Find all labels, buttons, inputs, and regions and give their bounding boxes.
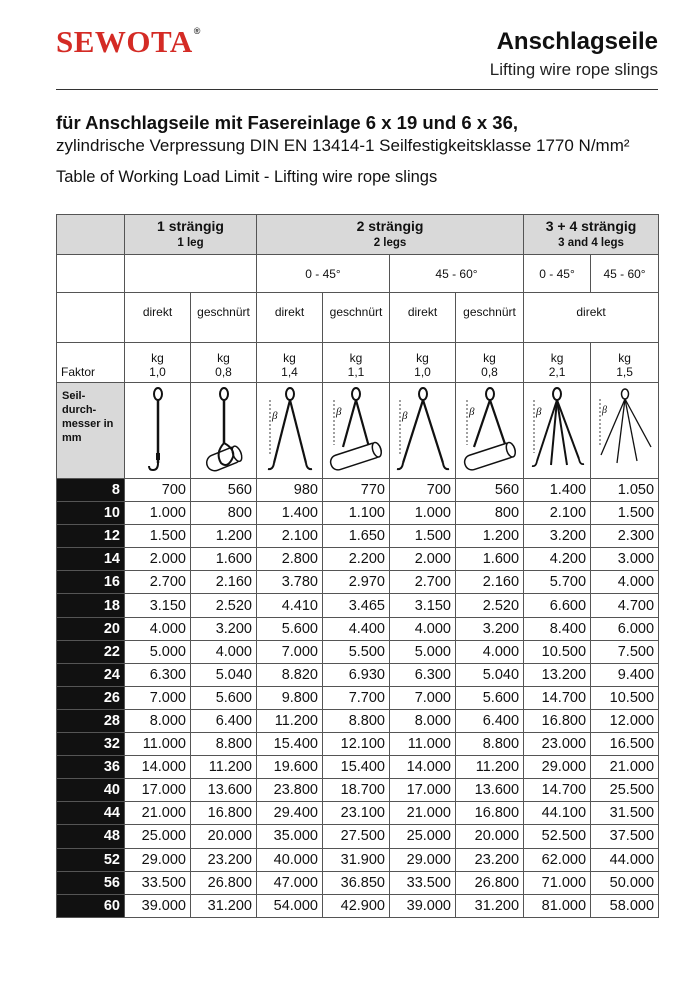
load-limit-cell: 2.970 — [323, 571, 390, 594]
load-limit-cell: 31.900 — [323, 848, 390, 871]
load-limit-cell: 54.000 — [257, 894, 323, 917]
rope-diameter-cell: 8 — [57, 479, 125, 502]
load-limit-cell: 42.900 — [323, 894, 390, 917]
load-limit-cell: 31.200 — [191, 894, 257, 917]
load-limit-cell: 7.000 — [390, 686, 456, 709]
load-limit-cell: 11.200 — [456, 756, 524, 779]
load-limit-cell: 17.000 — [390, 779, 456, 802]
beta-angle-label: β — [401, 409, 407, 422]
group-2-legs-en: 2 legs — [373, 236, 407, 249]
load-limit-cell: 2.520 — [191, 594, 257, 617]
load-limit-cell: 2.700 — [390, 571, 456, 594]
registered-mark: ® — [193, 26, 201, 36]
factor-cell — [323, 343, 390, 383]
angle-2legs-high: 45 - 60° — [390, 255, 524, 293]
rope-diameter-cell: 36 — [57, 756, 125, 779]
load-limit-cell: 11.200 — [191, 756, 257, 779]
factor-cell — [456, 343, 524, 383]
load-limit-cell: 700 — [125, 479, 191, 502]
mode-geschnuert: geschnürt — [323, 293, 390, 343]
load-limit-cell: 5.600 — [456, 686, 524, 709]
load-limit-cell: 2.100 — [257, 525, 323, 548]
load-limit-cell: 21.000 — [125, 802, 191, 825]
load-limit-cell: 4.410 — [257, 594, 323, 617]
sewota-logo — [56, 24, 201, 60]
mode-direkt: direkt — [257, 293, 323, 343]
factor-value: 1,1 — [347, 365, 365, 379]
load-limit-cell: 26.800 — [456, 871, 524, 894]
load-limit-cell: 6.300 — [390, 663, 456, 686]
beta-angle-label: β — [601, 404, 607, 416]
unit-label: kg — [416, 351, 429, 365]
load-limit-cell: 20.000 — [456, 825, 524, 848]
table-row — [57, 848, 659, 871]
load-limit-cell: 4.700 — [591, 594, 659, 617]
angle-34legs-low: 0 - 45° — [524, 255, 591, 293]
load-limit-cell: 21.000 — [591, 756, 659, 779]
load-limit-cell: 3.200 — [524, 525, 591, 548]
mode-empty-cell — [57, 293, 125, 343]
load-limit-cell: 1.400 — [257, 502, 323, 525]
table-row — [57, 617, 659, 640]
factor-value: 1,4 — [281, 365, 298, 379]
load-limit-cell: 8.820 — [257, 663, 323, 686]
load-limit-cell: 9.800 — [257, 686, 323, 709]
load-limit-cell: 13.600 — [191, 779, 257, 802]
group-2-legs — [257, 215, 524, 255]
group-2-legs-de: 2 strängig — [356, 217, 424, 234]
load-limit-cell: 12.100 — [323, 733, 390, 756]
load-limit-cell: 15.400 — [323, 756, 390, 779]
intro-spec: zylindrische Verpressung DIN EN 13414-1 Seilfestigkeitsklasse 1770 N/mm² — [56, 136, 630, 155]
load-limit-cell: 25.000 — [390, 825, 456, 848]
rope-diameter-cell: 20 — [57, 617, 125, 640]
load-limit-cell: 5.600 — [191, 686, 257, 709]
header-divider — [56, 89, 658, 90]
beta-angle-label: β — [468, 405, 474, 418]
load-limit-cell: 2.100 — [524, 502, 591, 525]
load-limit-cell: 800 — [191, 502, 257, 525]
unit-label: kg — [483, 351, 496, 365]
seil-label-line: durch- — [62, 404, 97, 416]
load-limit-cell: 81.000 — [524, 894, 591, 917]
unit-label: kg — [550, 351, 564, 365]
load-limit-cell: 5.000 — [390, 640, 456, 663]
load-limit-cell: 1.050 — [591, 479, 659, 502]
rope-diameter-label — [57, 383, 125, 479]
load-limit-cell: 10.500 — [591, 686, 659, 709]
table-row — [57, 733, 659, 756]
mode-geschnuert: geschnürt — [191, 293, 257, 343]
load-limit-cell: 14.000 — [390, 756, 456, 779]
load-limit-cell: 8.800 — [191, 733, 257, 756]
factor-value: 0,8 — [215, 365, 232, 379]
load-limit-cell: 2.520 — [456, 594, 524, 617]
load-limit-cell: 20.000 — [191, 825, 257, 848]
load-limit-cell: 58.000 — [591, 894, 659, 917]
wll-rows — [57, 479, 659, 918]
sling-2legs-direct-0-45-icon — [257, 383, 323, 479]
table-row — [57, 571, 659, 594]
load-limit-cell: 3.780 — [257, 571, 323, 594]
load-limit-cell: 4.000 — [456, 640, 524, 663]
load-limit-cell: 36.850 — [323, 871, 390, 894]
load-limit-cell: 1.500 — [591, 502, 659, 525]
factor-cell — [524, 343, 591, 383]
rope-diameter-cell: 24 — [57, 663, 125, 686]
table-row — [57, 871, 659, 894]
load-limit-cell: 5.040 — [456, 663, 524, 686]
load-limit-cell: 5.600 — [257, 617, 323, 640]
load-limit-cell: 39.000 — [390, 894, 456, 917]
factor-value: 1,0 — [149, 365, 166, 379]
sling-2legs-choked-0-45-icon — [323, 383, 390, 479]
angle-empty-cell-a — [57, 255, 125, 293]
load-limit-cell: 3.000 — [591, 548, 659, 571]
table-row — [57, 709, 659, 732]
load-limit-cell: 19.600 — [257, 756, 323, 779]
load-limit-cell: 5.040 — [191, 663, 257, 686]
group-3-4-legs — [524, 215, 659, 255]
load-limit-cell: 8.000 — [390, 709, 456, 732]
load-limit-cell: 29.400 — [257, 802, 323, 825]
load-limit-cell: 31.200 — [456, 894, 524, 917]
load-limit-cell: 26.800 — [191, 871, 257, 894]
intro-heading: für Anschlagseile mit Fasereinlage 6 x 19 und 6 x 36, — [56, 112, 519, 133]
load-limit-cell: 4.200 — [524, 548, 591, 571]
load-limit-cell: 29.000 — [524, 756, 591, 779]
load-limit-cell: 7.000 — [125, 686, 191, 709]
rope-diameter-cell: 60 — [57, 894, 125, 917]
corner-cell — [57, 215, 125, 255]
table-row — [57, 663, 659, 686]
load-limit-cell: 1.650 — [323, 525, 390, 548]
rope-diameter-cell: 32 — [57, 733, 125, 756]
load-limit-cell: 35.000 — [257, 825, 323, 848]
load-limit-cell: 6.300 — [125, 663, 191, 686]
load-limit-cell: 40.000 — [257, 848, 323, 871]
table-row — [57, 479, 659, 502]
load-limit-cell: 7.500 — [591, 640, 659, 663]
seil-label-line: mm — [62, 432, 82, 444]
load-limit-cell: 16.500 — [591, 733, 659, 756]
group-1-leg-de: 1 strängig — [157, 217, 224, 234]
load-limit-cell: 6.000 — [591, 617, 659, 640]
load-limit-cell: 62.000 — [524, 848, 591, 871]
seil-label-line: messer in — [62, 418, 114, 430]
load-limit-cell: 6.600 — [524, 594, 591, 617]
rope-diameter-cell: 16 — [57, 571, 125, 594]
load-limit-cell: 8.000 — [125, 709, 191, 732]
load-limit-cell: 39.000 — [125, 894, 191, 917]
load-limit-cell: 560 — [456, 479, 524, 502]
table-row — [57, 686, 659, 709]
table-row — [57, 548, 659, 571]
load-limit-cell: 15.400 — [257, 733, 323, 756]
load-limit-cell: 5.000 — [125, 640, 191, 663]
load-limit-cell: 1.100 — [323, 502, 390, 525]
angle-empty-cell-b — [125, 255, 257, 293]
load-limit-cell: 1.200 — [191, 525, 257, 548]
load-limit-cell: 3.200 — [456, 617, 524, 640]
load-limit-cell: 980 — [257, 479, 323, 502]
load-limit-cell: 5.700 — [524, 571, 591, 594]
mode-geschnuert: geschnürt — [456, 293, 524, 343]
load-limit-cell: 31.500 — [591, 802, 659, 825]
load-limit-cell: 33.500 — [390, 871, 456, 894]
load-limit-cell: 16.800 — [456, 802, 524, 825]
logo-text: SEWOTA — [56, 24, 193, 59]
load-limit-cell: 1.200 — [456, 525, 524, 548]
load-limit-cell: 23.100 — [323, 802, 390, 825]
sling-3-4legs-45-60-icon — [591, 383, 659, 479]
load-limit-cell: 2.700 — [125, 571, 191, 594]
load-limit-cell: 770 — [323, 479, 390, 502]
load-limit-cell: 2.160 — [191, 571, 257, 594]
load-limit-cell: 11.200 — [257, 709, 323, 732]
rope-diameter-cell: 52 — [57, 848, 125, 871]
sling-1leg-direct-icon — [125, 383, 191, 479]
unit-label: kg — [618, 351, 631, 365]
load-limit-cell: 1.600 — [191, 548, 257, 571]
load-limit-cell: 52.500 — [524, 825, 591, 848]
page-title: Anschlagseile — [496, 28, 658, 55]
table-row — [57, 825, 659, 848]
load-limit-cell: 8.800 — [323, 709, 390, 732]
load-limit-cell: 11.000 — [390, 733, 456, 756]
load-limit-cell: 44.100 — [524, 802, 591, 825]
sling-2legs-choked-45-60-icon — [456, 383, 524, 479]
load-limit-cell: 33.500 — [125, 871, 191, 894]
rope-diameter-cell: 22 — [57, 640, 125, 663]
load-limit-cell: 47.000 — [257, 871, 323, 894]
factor-cell — [125, 343, 191, 383]
load-limit-cell: 10.500 — [524, 640, 591, 663]
load-limit-cell: 23.000 — [524, 733, 591, 756]
load-limit-cell: 29.000 — [390, 848, 456, 871]
angle-2legs-low: 0 - 45° — [257, 255, 390, 293]
unit-label: kg — [217, 351, 230, 365]
load-limit-cell: 11.000 — [125, 733, 191, 756]
rope-diameter-cell: 44 — [57, 802, 125, 825]
faktor-label: Faktor — [57, 343, 125, 383]
mode-direkt: direkt — [125, 293, 191, 343]
load-limit-cell: 9.400 — [591, 663, 659, 686]
load-limit-cell: 25.500 — [591, 779, 659, 802]
leg-group-row — [57, 215, 659, 255]
factor-value: 1,0 — [414, 365, 431, 379]
factor-cell — [191, 343, 257, 383]
load-limit-cell: 13.600 — [456, 779, 524, 802]
load-limit-cell: 1.500 — [125, 525, 191, 548]
load-limit-cell: 14.700 — [524, 779, 591, 802]
load-limit-cell: 16.800 — [524, 709, 591, 732]
load-limit-cell: 1.600 — [456, 548, 524, 571]
rope-diameter-cell: 40 — [57, 779, 125, 802]
load-limit-cell: 2.000 — [125, 548, 191, 571]
mode-direkt: direkt — [524, 293, 659, 343]
load-limit-cell: 23.800 — [257, 779, 323, 802]
load-limit-cell: 13.200 — [524, 663, 591, 686]
load-limit-cell: 16.800 — [191, 802, 257, 825]
rope-diameter-cell: 14 — [57, 548, 125, 571]
table-row — [57, 756, 659, 779]
load-limit-cell: 2.200 — [323, 548, 390, 571]
load-limit-cell: 560 — [191, 479, 257, 502]
load-limit-cell: 12.000 — [591, 709, 659, 732]
seil-label-line: Seil- — [62, 390, 86, 402]
group-1-leg — [125, 215, 257, 255]
load-limit-cell: 800 — [456, 502, 524, 525]
load-limit-cell: 2.300 — [591, 525, 659, 548]
mode-row — [57, 293, 659, 343]
load-limit-cell: 1.500 — [390, 525, 456, 548]
table-row — [57, 640, 659, 663]
load-limit-cell: 4.400 — [323, 617, 390, 640]
load-limit-cell: 1.400 — [524, 479, 591, 502]
load-limit-cell: 14.700 — [524, 686, 591, 709]
load-limit-cell: 8.800 — [456, 733, 524, 756]
factor-value: 2,1 — [548, 365, 566, 379]
factor-cell — [591, 343, 659, 383]
sling-2legs-direct-45-60-icon — [390, 383, 456, 479]
load-limit-cell: 14.000 — [125, 756, 191, 779]
rope-diameter-cell: 12 — [57, 525, 125, 548]
unit-label: kg — [151, 351, 164, 365]
page-subtitle: Lifting wire rope slings — [489, 60, 658, 79]
load-limit-cell: 8.400 — [524, 617, 591, 640]
rope-diameter-cell: 26 — [57, 686, 125, 709]
intro-table-caption: Table of Working Load Limit - Lifting wire rope slings — [56, 168, 438, 186]
load-limit-cell: 4.000 — [591, 571, 659, 594]
rope-diameter-cell: 28 — [57, 709, 125, 732]
load-limit-cell: 23.200 — [456, 848, 524, 871]
sling-3-4legs-0-45-icon — [524, 383, 591, 479]
load-limit-cell: 3.465 — [323, 594, 390, 617]
factor-row — [57, 343, 659, 383]
rope-diameter-cell: 56 — [57, 871, 125, 894]
load-limit-cell: 3.150 — [125, 594, 191, 617]
table-row — [57, 779, 659, 802]
load-limit-cell: 7.000 — [257, 640, 323, 663]
load-limit-cell: 700 — [390, 479, 456, 502]
table-row — [57, 802, 659, 825]
factor-value: 1,5 — [616, 365, 633, 379]
rope-diameter-cell: 48 — [57, 825, 125, 848]
load-limit-cell: 71.000 — [524, 871, 591, 894]
load-limit-cell: 2.000 — [390, 548, 456, 571]
mode-direkt: direkt — [390, 293, 456, 343]
unit-label: kg — [283, 351, 296, 365]
rope-diameter-cell: 18 — [57, 594, 125, 617]
table-row — [57, 502, 659, 525]
load-limit-cell: 7.700 — [323, 686, 390, 709]
load-limit-cell: 17.000 — [125, 779, 191, 802]
working-load-limit-table — [56, 214, 659, 918]
load-limit-cell: 2.160 — [456, 571, 524, 594]
load-limit-cell: 2.800 — [257, 548, 323, 571]
load-limit-cell: 50.000 — [591, 871, 659, 894]
factor-cell — [257, 343, 323, 383]
load-limit-cell: 21.000 — [390, 802, 456, 825]
load-limit-cell: 4.000 — [191, 640, 257, 663]
load-limit-cell: 27.500 — [323, 825, 390, 848]
beta-angle-label: β — [271, 409, 277, 422]
load-limit-cell: 4.000 — [390, 617, 456, 640]
load-limit-cell: 4.000 — [125, 617, 191, 640]
load-limit-cell: 6.930 — [323, 663, 390, 686]
factor-value: 0,8 — [481, 365, 498, 379]
group-1-leg-en: 1 leg — [177, 236, 204, 249]
load-limit-cell: 25.000 — [125, 825, 191, 848]
angle-34legs-high: 45 - 60° — [591, 255, 659, 293]
load-limit-cell: 23.200 — [191, 848, 257, 871]
sling-1leg-choked-icon — [191, 383, 257, 479]
load-limit-cell: 1.000 — [125, 502, 191, 525]
load-limit-cell: 3.200 — [191, 617, 257, 640]
table-row — [57, 525, 659, 548]
table-row — [57, 894, 659, 917]
rope-diameter-cell: 10 — [57, 502, 125, 525]
load-limit-cell: 3.150 — [390, 594, 456, 617]
factor-cell — [390, 343, 456, 383]
load-limit-cell: 6.400 — [191, 709, 257, 732]
illustration-row — [57, 383, 659, 479]
load-limit-cell: 1.000 — [390, 502, 456, 525]
load-limit-cell: 5.500 — [323, 640, 390, 663]
group-3-4-legs-de: 3 + 4 strängig — [545, 217, 637, 234]
beta-angle-label: β — [536, 405, 542, 418]
group-3-4-legs-en: 3 and 4 legs — [558, 236, 624, 249]
angle-row — [57, 255, 659, 293]
load-limit-cell: 37.500 — [591, 825, 659, 848]
load-limit-cell: 18.700 — [323, 779, 390, 802]
load-limit-cell: 6.400 — [456, 709, 524, 732]
load-limit-cell: 44.000 — [591, 848, 659, 871]
beta-angle-label: β — [336, 405, 342, 418]
unit-label: kg — [349, 351, 363, 365]
load-limit-cell: 29.000 — [125, 848, 191, 871]
table-row — [57, 594, 659, 617]
